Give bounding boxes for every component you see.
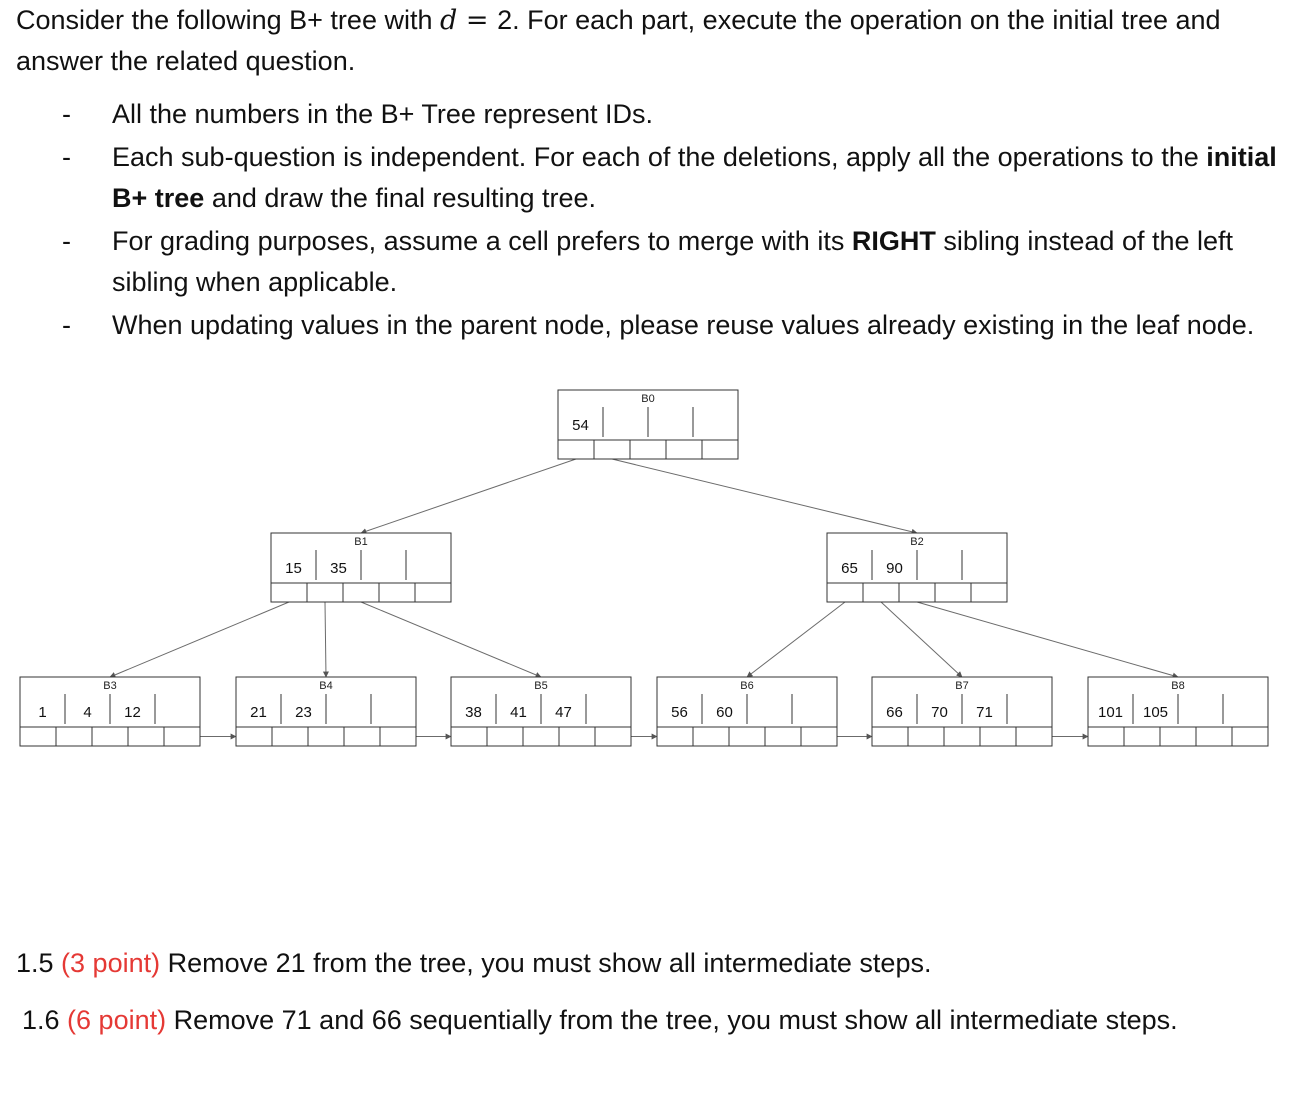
d-symbol: d	[439, 5, 458, 36]
tree-edge	[361, 602, 541, 677]
node-label: B2	[910, 536, 924, 548]
node-label: B6	[740, 680, 754, 692]
question-text: Remove 21 from the tree, you must show all intermediate steps.	[160, 948, 932, 978]
node-key: 66	[886, 704, 903, 721]
node-key: 65	[841, 560, 858, 577]
problem-intro	[16, 0, 1286, 81]
node-key: 35	[330, 560, 347, 577]
bullet-dash: -	[62, 226, 71, 256]
tree-edge	[361, 459, 576, 533]
node-key: 54	[572, 417, 589, 434]
tree-node-root	[558, 390, 738, 459]
question-1-6	[22, 1000, 1282, 1040]
node-label: B0	[641, 393, 655, 405]
bullet-bold-text: initial B+ tree	[112, 142, 1277, 213]
node-key: 4	[83, 704, 92, 721]
question-number: 1.5	[16, 948, 62, 978]
bullet-text: All the numbers in the B+ Tree represent IDs.	[112, 99, 654, 129]
intro-text-1: Consider the following B+ tree with	[16, 5, 440, 35]
node-key: 71	[976, 704, 993, 721]
node-label: B1	[354, 536, 368, 548]
bullet-dash: -	[62, 99, 71, 129]
tree-edge	[612, 459, 917, 533]
list-item	[16, 221, 1286, 303]
bullet-text: When updating values in the parent node, please reuse values already existing in the leaf node.	[112, 310, 1255, 340]
node-key: 21	[250, 704, 267, 721]
node-label: B3	[103, 680, 117, 692]
question-text: Remove 71 and 66 sequentially from the tree, you must show all intermediate steps.	[166, 1005, 1178, 1035]
question-points: (3 point)	[61, 948, 161, 978]
tree-node-b6	[657, 677, 837, 746]
node-key: 47	[555, 704, 572, 721]
bullet-text: Each sub-question is independent. For each of the deletions, apply all the operations to the	[112, 142, 1207, 172]
node-key: 90	[886, 560, 903, 577]
bullet-dash: -	[62, 142, 71, 172]
node-key: 15	[285, 560, 302, 577]
tree-node-b4	[236, 677, 416, 746]
question-number: 1.6	[22, 1005, 68, 1035]
tree-edge	[917, 602, 1178, 677]
tree-node-b1	[271, 533, 451, 602]
node-key: 23	[295, 704, 312, 721]
node-key: 56	[671, 704, 688, 721]
tree-node-b3	[20, 677, 200, 746]
question-1-5	[16, 943, 1276, 983]
node-key: 38	[465, 704, 482, 721]
bullet-text: and draw the final resulting tree.	[204, 183, 597, 213]
tree-edge	[110, 602, 289, 677]
node-key: 1	[38, 704, 47, 721]
node-key: 60	[716, 704, 733, 721]
tree-edge	[881, 602, 962, 677]
bullet-text: For grading purposes, assume a cell prefers to merge with its	[112, 226, 852, 256]
bplus-tree-diagram	[0, 385, 1292, 760]
node-key: 41	[510, 704, 527, 721]
node-label: B7	[955, 680, 969, 692]
tree-node-b2	[827, 533, 1007, 602]
node-label: B5	[534, 680, 548, 692]
bullet-dash: -	[62, 310, 71, 340]
node-label: B8	[1171, 680, 1185, 692]
intro-text-2: 2. For each part, execute the operation on the initial tree and answer the related question.	[16, 5, 1221, 76]
list-item	[16, 137, 1286, 219]
tree-node-b7	[872, 677, 1052, 746]
list-item	[16, 305, 1286, 346]
node-key: 70	[931, 704, 948, 721]
tree-edge	[325, 602, 326, 677]
node-label: B4	[319, 680, 333, 692]
list-item	[16, 94, 1286, 135]
tree-edge	[747, 602, 845, 677]
node-key: 12	[124, 704, 141, 721]
question-points: (6 point)	[67, 1005, 167, 1035]
node-key: 101	[1097, 704, 1124, 721]
instruction-list	[16, 94, 1286, 348]
bullet-text: sibling instead of the left sibling when applicable.	[112, 226, 1234, 297]
node-key: 105	[1142, 704, 1169, 721]
tree-node-b8	[1088, 677, 1268, 746]
equals-sign: =	[457, 5, 498, 36]
tree-node-b5	[451, 677, 631, 746]
bullet-bold-text: RIGHT	[851, 226, 936, 256]
